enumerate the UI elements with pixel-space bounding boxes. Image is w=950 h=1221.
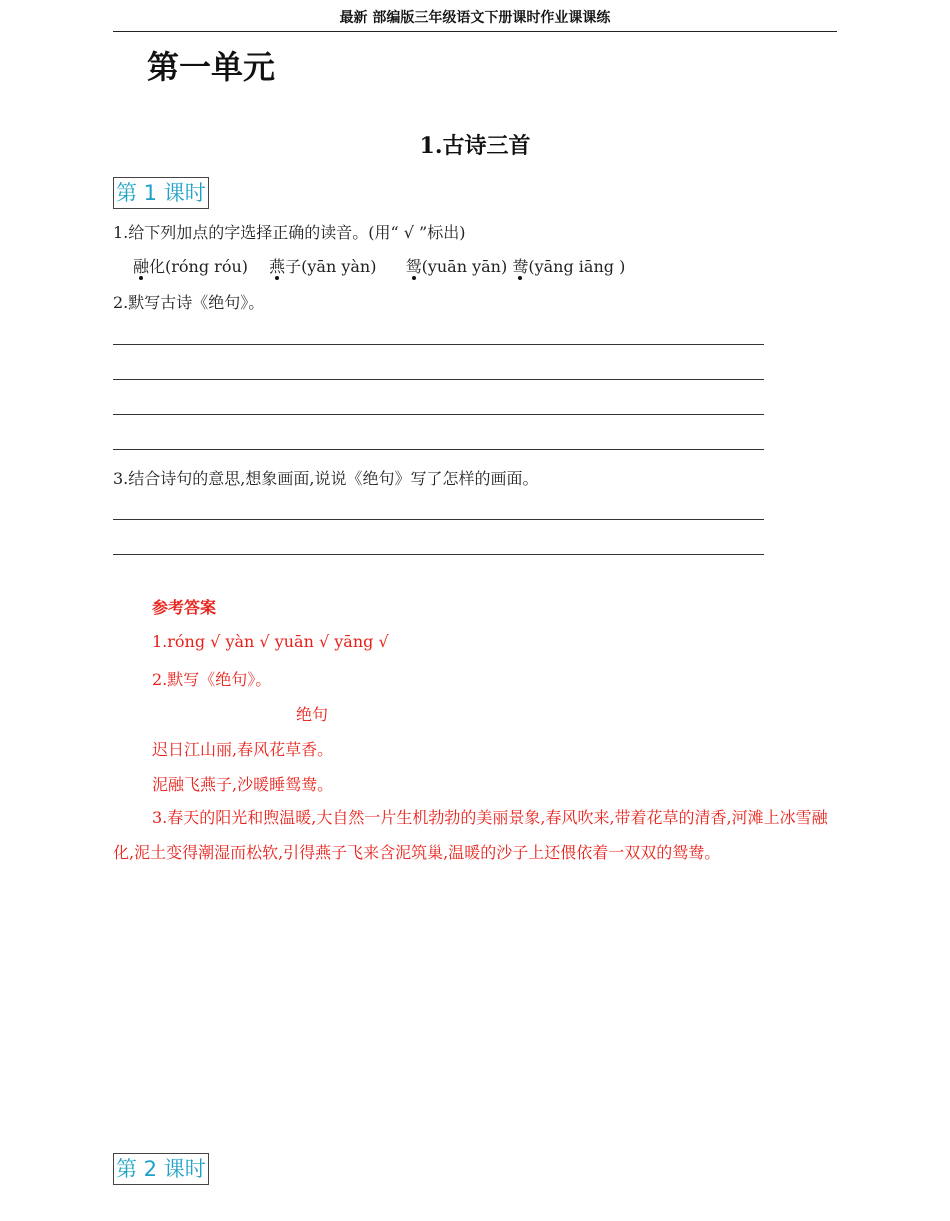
q1-item-1: [133, 254, 248, 277]
dotted-char: 鸯: [512, 254, 528, 277]
period-2-label: 第 2 课时: [113, 1153, 209, 1185]
unit-title: 第一单元: [147, 48, 276, 86]
pinyin-options: (yuān yān): [421, 257, 508, 276]
pinyin-options: 子(yān yàn): [285, 257, 377, 276]
dotted-char: 鸳: [406, 254, 422, 277]
answer-line[interactable]: [113, 554, 764, 555]
q1-item-4: [512, 254, 625, 277]
answer-line[interactable]: [113, 519, 764, 520]
q1-item-2: [269, 254, 376, 277]
answer-line[interactable]: [113, 414, 764, 415]
question-1-items: [133, 254, 625, 277]
question-2: 2.默写古诗《绝句》。: [113, 293, 265, 312]
poem-line-2: 泥融飞燕子,沙暖睡鸳鸯。: [152, 775, 334, 794]
answer-line[interactable]: [113, 379, 764, 380]
pinyin-options: (yāng iāng ): [528, 257, 626, 276]
answer-3: 3.春天的阳光和煦温暖,大自然一片生机勃勃的美丽景象,春风吹来,带着花草的清香,河滩上冰雪融化,泥土变得潮湿而松软,引得燕子飞来含泥筑巢,温暖的沙子上还偎依着一双双的鸳鸯。: [113, 808, 828, 862]
q1-item-3: [406, 254, 508, 277]
answer-2: 2.默写《绝句》。: [152, 670, 272, 689]
pinyin-options: 化(róng róu): [149, 257, 249, 276]
answer-line[interactable]: [113, 344, 764, 345]
question-1: 1.给下列加点的字选择正确的读音。(用“ √ ”标出): [113, 223, 466, 242]
answer-heading: 参考答案: [152, 598, 217, 617]
dotted-char: 融: [133, 254, 149, 277]
poem-line-1: 迟日江山丽,春风花草香。: [152, 740, 334, 759]
answer-1: 1.róng √ yàn √ yuān √ yāng √: [152, 632, 389, 651]
period-1-label: 第 1 课时: [113, 177, 209, 209]
header-title: 最新 部编版三年级语文下册课时作业课课练: [339, 10, 611, 26]
header-divider: [113, 31, 837, 32]
dotted-char: 燕: [269, 254, 285, 277]
answer-line[interactable]: [113, 449, 764, 450]
question-3: 3.结合诗句的意思,想象画面,说说《绝句》写了怎样的画面。: [113, 469, 539, 488]
poem-title: 绝句: [296, 705, 329, 724]
lesson-title: 1.古诗三首: [419, 133, 531, 159]
